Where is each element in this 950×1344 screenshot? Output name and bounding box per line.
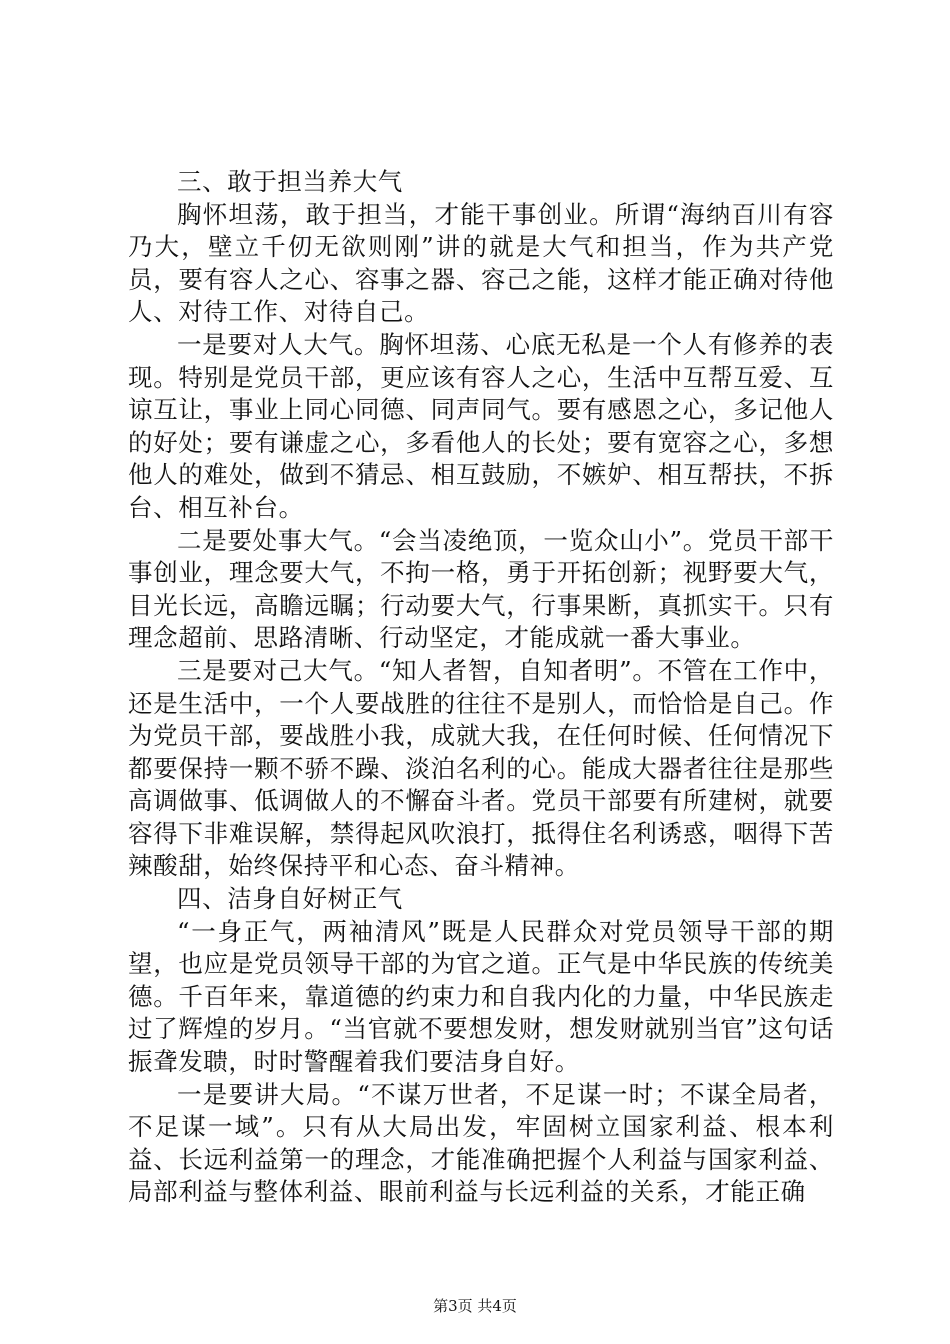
section-heading-4: 四、洁身自好树正气	[177, 884, 403, 914]
page-number-footer: 第3页 共4页	[433, 1297, 517, 1315]
document-body	[128, 166, 834, 1209]
paragraph: “一身正气，两袖清风”既是人民群众对党员领导干部的期望，也应是党员领导干部的为官之道。正气是中华民族的传统美德。千百年来，靠道德的约束力和自我内化的力量，中华民族走过了辉煌的岁月。“当官就不要想发财，想发财就别当官”这句话振聋发聩，时时警醒着我们要洁身自好。	[128, 916, 834, 1077]
paragraph: 一是要讲大局。“不谋万世者，不足谋一时；不谋全局者，不足谋一域”。只有从大局出发，牢固树立国家利益、根本利益、长远利益第一的理念，才能准确把握个人利益与国家利益、局部利益与整体利益、眼前利益与长远利益的关系，才能正确	[128, 1079, 834, 1207]
paragraph: 三是要对己大气。“知人者智，自知者明”。不管在工作中，还是生活中，一个人要战胜的往往不是别人，而恰恰是自己。作为党员干部，要战胜小我，成就大我，在任何时候、任何情况下都要保持一颗不骄不躁、淡泊名利的心。能成大器者往往是那些高调做事、低调做人的不懈奋斗者。党员干部要有所建树，就要容得下非难误解，禁得起风吹浪打，抵得住名利诱惑，咽得下苦辣酸甜，始终保持平和心态、奋斗精神。	[128, 655, 834, 881]
paragraph: 胸怀坦荡，敢于担当，才能干事创业。所谓“海纳百川有容乃大，壁立千仞无欲则刚”讲的就是大气和担当，作为共产党员，要有容人之心、容事之器、容己之能，这样才能正确对待他人、对待工作、对待自己。	[128, 199, 834, 327]
paragraph: 一是要对人大气。胸怀坦荡、心底无私是一个人有修养的表现。特别是党员干部，更应该有容人之心，生活中互帮互爱、互谅互让，事业上同心同德、同声同气。要有感恩之心，多记他人的好处；要有谦虚之心，多看他人的长处；要有宽容之心，多想他人的难处，做到不猜忌、相互鼓励，不嫉妒、相互帮扶，不拆台、相互补台。	[128, 329, 834, 522]
paragraph: 二是要处事大气。“会当凌绝顶，一览众山小”。党员干部干事创业，理念要大气，不拘一格，勇于开拓创新；视野要大气，目光长远，高瞻远瞩；行动要大气，行事果断，真抓实干。只有理念超前、思路清晰、行动坚定，才能成就一番大事业。	[128, 525, 834, 653]
section-heading-3: 三、敢于担当养大气	[177, 167, 403, 196]
